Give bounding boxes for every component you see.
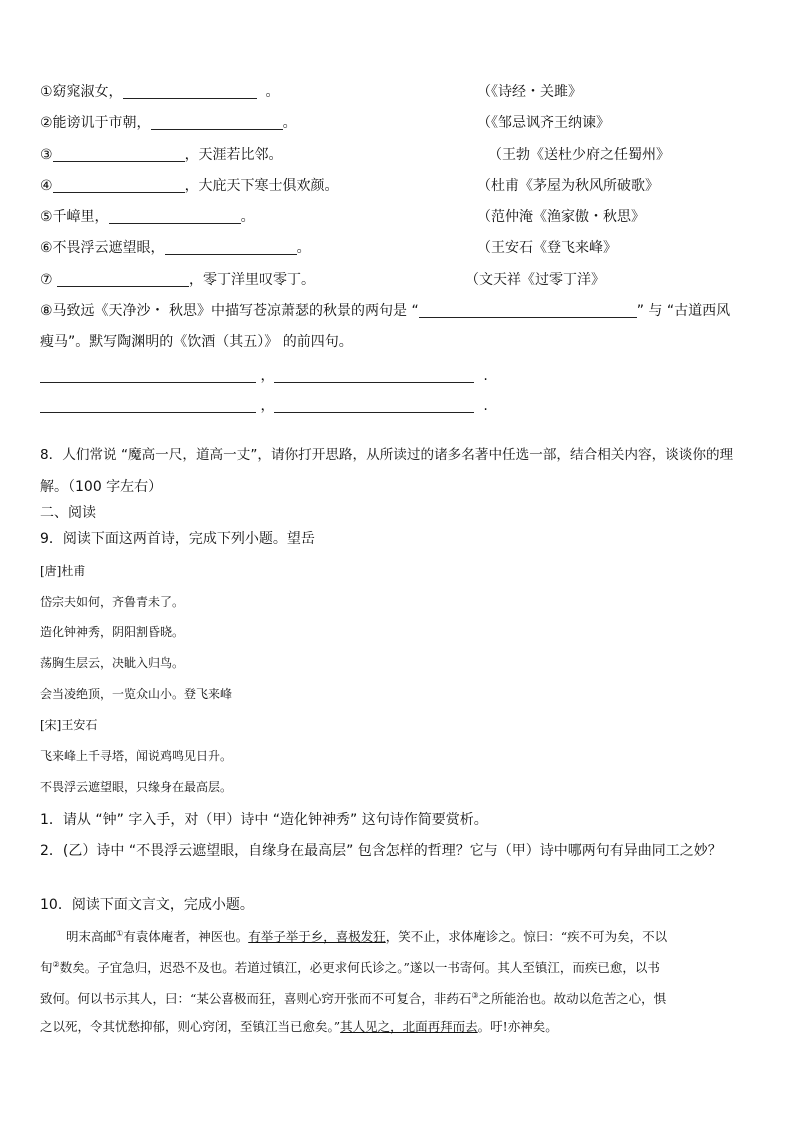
q7-item-6-source: （王安石《登飞来峰》 (477, 240, 617, 256)
q7-item-3-text: ③ (40, 147, 53, 163)
q7-item-4-tail: ，大庇天下寒士俱欢颜。 (184, 178, 339, 194)
poem1-line-2: 造化钟神秀，阴阳割昏晓。 (40, 625, 185, 639)
q7-item-4-text: ④ (40, 178, 53, 194)
q7-item-5 (40, 207, 255, 227)
underlined-sentence: 其人见之，北面再拜而去 (340, 1019, 478, 1034)
classical-text-line-2 (40, 956, 660, 977)
poem2-line-2: 不畏浮云遮望眼，只缘身在最高层。 (40, 780, 233, 794)
q7-item-5-text: ⑤千嶂里， (40, 209, 109, 225)
q7-item-8-mid: ” 与 “古道西风 (636, 303, 731, 319)
footnote-marker: ① (116, 929, 124, 938)
poem1-author: [唐]杜甫 (40, 564, 86, 578)
q9-sub-1: 1．请从 “钟” 字入手，对（甲）诗中 “造化钟神秀” 这句诗作简要赏析。 (40, 812, 488, 828)
poem1-line-1: 岱宗夫如何，齐鲁青未了。 (40, 595, 185, 609)
q7-item-6-text: ⑥不畏浮云遮望眼， (40, 240, 165, 256)
period: . (483, 368, 488, 384)
q7-item-2-tail: 。 (282, 115, 297, 131)
q9-intro: 9．阅读下面这两首诗，完成下列小题。望岳 (40, 531, 315, 547)
answer-blank[interactable] (109, 209, 241, 224)
q7-item-4-source: （杜甫《茅屋为秋风所破歌》 (477, 178, 659, 194)
q8-line-1: 8．人们常说 “魔高一尺，道高一丈”，请你打开思路，从所读过的诸多名著中任选一部，结合相关内容，谈谈你的理 (40, 447, 734, 463)
q7-item-2-source: （《邹忌讽齐王纳谏》 (477, 115, 610, 131)
text-fragment: 有袁体庵者，神医也。 (123, 929, 249, 945)
text-fragment: 旬 (40, 960, 53, 976)
q9-sub-2: 2．(乙）诗中 “不畏浮云遮望眼，自缘身在最高层” 包含怎样的哲理？它与（甲）诗中哪两句有异曲同工之妙？ (40, 843, 722, 859)
answer-blank[interactable] (53, 147, 185, 162)
q7-item-7-text: ⑦ (40, 272, 53, 288)
q7-item-5-tail: 。 (240, 209, 255, 225)
q7-item-1-tail: 。 (265, 84, 280, 100)
q7-item-7-tail: ，零丁洋里叹零丁。 (189, 272, 316, 288)
answer-blank[interactable] (123, 84, 257, 99)
q7-answer-line-2 (40, 396, 488, 416)
answer-blank[interactable] (53, 178, 185, 193)
answer-blank[interactable] (274, 368, 474, 383)
text-fragment: ，笑不止，求体庵诊之。惊曰：“疾不可为矣，不以 (385, 929, 668, 945)
q7-item-1-text: ①窈窕淑女， (40, 84, 123, 100)
answer-blank[interactable] (419, 303, 637, 318)
q7-item-1-source: （《诗经・关雎》 (477, 84, 582, 100)
answer-blank[interactable] (40, 368, 256, 383)
q7-item-8-text: ⑧马致远《天净沙・ 秋思》中描写苍凉萧瑟的秋景的两句是 “ (40, 303, 419, 319)
answer-blank[interactable] (165, 240, 297, 255)
comma: ， (260, 368, 275, 384)
text-fragment: 致何。何以书示其人，曰：“某公喜极而狂，喜则心窍开张而不可复合，非药石 (40, 991, 472, 1007)
classical-text-line-3 (40, 987, 666, 1008)
q7-item-7-source: （文天祥《过零丁洋》 (465, 272, 605, 288)
classical-text-line-1 (66, 925, 667, 946)
footnote-marker: ② (52, 960, 60, 969)
poem1-line-4: 会当凌绝顶，一览众山小。登飞来峰 (40, 687, 233, 701)
q7-item-6-tail: 。 (296, 240, 311, 256)
q7-item-1 (40, 82, 279, 102)
text-fragment: 之以死，令其忧愁抑郁，则心窍闭，至镇江当已愈矣。” (40, 1019, 341, 1034)
q7-answer-line-1 (40, 366, 488, 386)
text-fragment: 。吁!亦神矣。 (477, 1019, 558, 1034)
q7-item-5-source: （范仲淹《渔家傲・秋思》 (477, 209, 645, 225)
q7-item-6 (40, 238, 311, 258)
q7-item-8-cont: 瘦马”。默写陶渊明的《饮酒（其五）》 的前四句。 (40, 334, 353, 350)
underlined-sentence: 有举子举于乡，喜极发狂 (248, 929, 386, 945)
q7-item-3-source: （王勃《送杜少府之任蜀州》 (488, 147, 670, 163)
q7-item-7 (40, 270, 315, 290)
q7-item-8 (40, 301, 730, 321)
answer-blank[interactable] (151, 115, 283, 130)
poem2-line-1: 飞来峰上千寻塔，闻说鸡鸣见日升。 (40, 749, 233, 763)
period: . (483, 398, 488, 414)
section-heading: 二、阅读 (40, 505, 96, 521)
poem1-line-3: 荡胸生层云，决眦入归鸟。 (40, 656, 185, 670)
q8-line-2: 解。（100 字左右） (40, 479, 163, 495)
text-fragment: 明末高邮 (66, 929, 117, 945)
q7-item-3 (40, 145, 283, 165)
answer-blank[interactable] (274, 398, 474, 413)
answer-blank[interactable] (57, 272, 189, 287)
footnote-marker: ③ (471, 991, 479, 1000)
poem2-author: [宋]王安石 (40, 718, 98, 732)
q7-item-2 (40, 113, 297, 133)
classical-text-line-4 (40, 1018, 558, 1036)
q7-item-2-text: ②能谤讥于市朝， (40, 115, 151, 131)
q7-item-3-tail: ，天涯若比邻。 (184, 147, 283, 163)
comma: ， (260, 398, 275, 414)
q10-intro: 10．阅读下面文言文，完成小题。 (40, 897, 254, 913)
answer-blank[interactable] (40, 398, 256, 413)
text-fragment: 之所能治也。故动以危苦之心，惧 (478, 991, 667, 1007)
q7-item-4 (40, 176, 339, 196)
text-fragment: 数矣。子宜急归，迟恐不及也。若道过镇江，必更求何氏诊之。”遂以一书寄何。其人至镇江，而疾已愈，以书 (59, 960, 660, 976)
